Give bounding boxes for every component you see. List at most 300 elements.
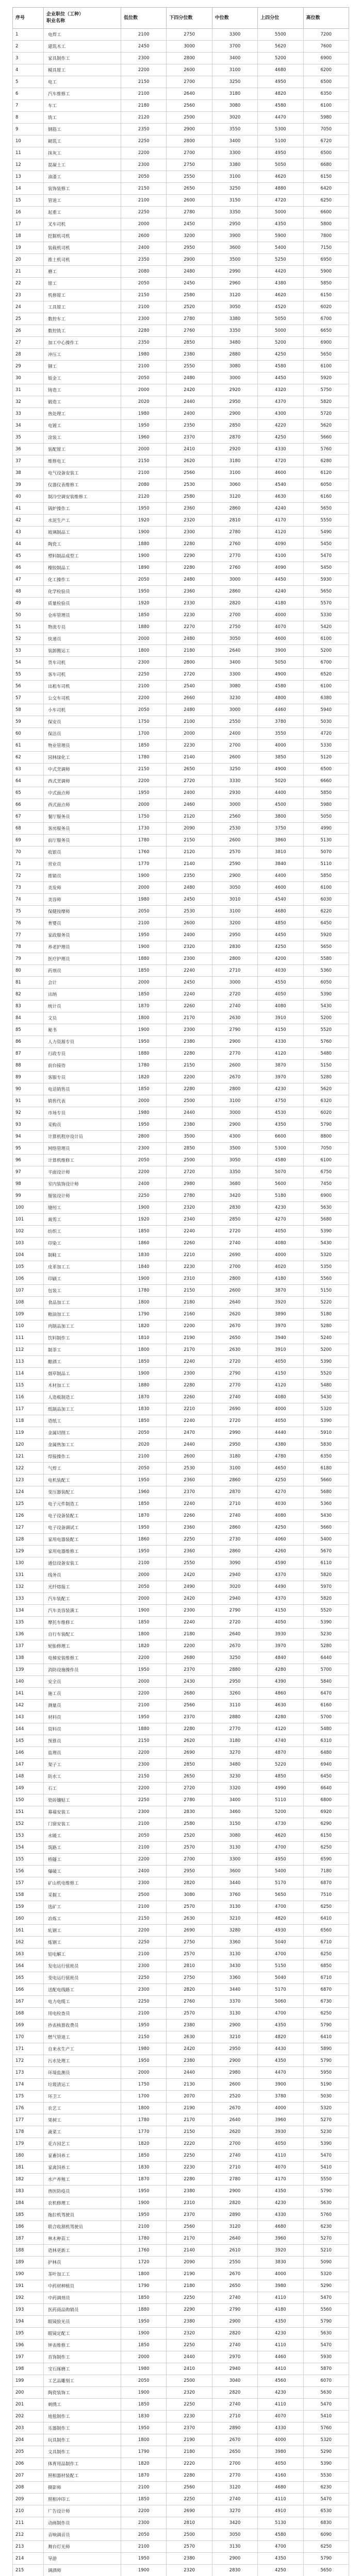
cell-job: 电子设备装配工 xyxy=(44,1510,121,1522)
cell-high: 5700 xyxy=(303,1711,349,1723)
cell-p25: 2500 xyxy=(167,1155,212,1166)
cell-job: 护林员 xyxy=(44,2257,121,2268)
cell-p25: 2750 xyxy=(167,1972,212,1984)
cell-high: 5720 xyxy=(303,408,349,420)
cell-p75: 4930 xyxy=(258,1925,303,1937)
cell-seq: 90 xyxy=(13,1083,44,1095)
cell-job: 冶炼工 xyxy=(44,1913,121,1925)
cell-median: 2790 xyxy=(212,1605,257,1617)
cell-p25: 2230 xyxy=(167,609,212,621)
cell-low: 2200 xyxy=(121,1652,167,1664)
cell-low: 2400 xyxy=(121,1866,167,1877)
cell-median: 2920 xyxy=(212,384,257,396)
cell-job: 广告设计师 xyxy=(44,2505,121,2517)
cell-seq: 22 xyxy=(13,278,44,290)
cell-p75: 4740 xyxy=(258,1735,303,1747)
cell-p75: 5600 xyxy=(258,1178,303,1190)
cell-job: 轮胎修理工 xyxy=(44,1640,121,1652)
cell-job: 室内装饰设计师 xyxy=(44,1178,121,1190)
table-row xyxy=(13,965,349,977)
cell-high: 5320 xyxy=(303,1249,349,1261)
cell-high: 6500 xyxy=(303,76,349,88)
cell-median: 3130 xyxy=(212,2541,257,2553)
cell-p75: 3940 xyxy=(258,1332,303,1344)
cell-median: 2530 xyxy=(212,823,257,835)
table-row xyxy=(13,1818,349,1830)
cell-high: 5270 xyxy=(303,2114,349,2126)
cell-seq: 108 xyxy=(13,1297,44,1309)
cell-p25: 2660 xyxy=(167,692,212,704)
cell-median: 2770 xyxy=(212,1723,257,1735)
cell-p25: 2800 xyxy=(167,657,212,669)
cell-p75: 3980 xyxy=(258,2280,303,2292)
cell-low: 1850 xyxy=(121,1356,167,1368)
cell-p25: 2350 xyxy=(167,870,212,882)
table-row xyxy=(13,301,349,313)
table-row xyxy=(13,2245,349,2257)
cell-job: 客房服务员 xyxy=(44,823,121,835)
cell-seq: 80 xyxy=(13,965,44,977)
cell-p25: 2480 xyxy=(167,266,212,278)
cell-median: 3180 xyxy=(212,88,257,100)
cell-median: 2740 xyxy=(212,2340,257,2351)
table-row xyxy=(13,29,349,41)
cell-median: 3050 xyxy=(212,2529,257,2541)
cell-job: 农机修理工 xyxy=(44,2197,121,2209)
cell-high: 6050 xyxy=(303,479,349,491)
table-row xyxy=(13,2103,349,2114)
cell-p75: 4280 xyxy=(258,1664,303,1676)
cell-seq: 21 xyxy=(13,266,44,278)
cell-seq: 124 xyxy=(13,1486,44,1498)
cell-median: 3360 xyxy=(212,1937,257,1948)
cell-p25: 2750 xyxy=(167,29,212,41)
table-row xyxy=(13,1605,349,1617)
cell-median: 2630 xyxy=(212,1012,257,1024)
cell-p75: 3860 xyxy=(258,835,303,846)
cell-job: 装卸搬运工 xyxy=(44,645,121,657)
cell-median: 2830 xyxy=(212,2565,257,2576)
cell-median: 2700 xyxy=(212,609,257,621)
cell-high: 5470 xyxy=(303,2494,349,2505)
cell-p75: 4250 xyxy=(258,1522,303,1534)
table-row xyxy=(13,384,349,396)
cell-seq: 145 xyxy=(13,1735,44,1747)
cell-low: 1980 xyxy=(121,349,167,361)
cell-seq: 27 xyxy=(13,337,44,349)
cell-seq: 99 xyxy=(13,1190,44,1202)
table-row xyxy=(13,1403,349,1415)
cell-p25: 2380 xyxy=(167,2553,212,2565)
cell-seq: 16 xyxy=(13,207,44,218)
cell-p75: 4330 xyxy=(258,1036,303,1048)
cell-median: 2690 xyxy=(212,1403,257,1415)
cell-job: 肉制品加工工 xyxy=(44,1320,121,1332)
cell-job: 工艺品雕刻工 xyxy=(44,2375,121,2387)
cell-p25: 2170 xyxy=(167,1012,212,1024)
cell-p25: 2680 xyxy=(167,1688,212,1700)
cell-job: 货车司机 xyxy=(44,657,121,669)
cell-high: 6710 xyxy=(303,1972,349,1984)
cell-job: 人造板制造工 xyxy=(44,1392,121,1403)
cell-p25: 2380 xyxy=(167,2055,212,2067)
cell-median: 2720 xyxy=(212,1415,257,1427)
cell-seq: 119 xyxy=(13,1427,44,1439)
table-row xyxy=(13,503,349,515)
cell-median: 2760 xyxy=(212,538,257,550)
cell-p25: 2570 xyxy=(167,2008,212,2020)
cell-job: 化工操作工 xyxy=(44,574,121,586)
table-row xyxy=(13,716,349,728)
cell-job: 保洁员 xyxy=(44,728,121,740)
cell-low: 2280 xyxy=(121,325,167,337)
table-row xyxy=(13,2411,349,2422)
cell-p75: 4950 xyxy=(258,76,303,88)
cell-high: 5400 xyxy=(303,1534,349,1546)
cell-job: 推土机司机 xyxy=(44,254,121,266)
cell-high: 7600 xyxy=(303,41,349,53)
cell-p75: 5150 xyxy=(258,1960,303,1972)
cell-high: 5670 xyxy=(303,1546,349,1557)
cell-median: 3700 xyxy=(212,41,257,53)
cell-p75: 4000 xyxy=(258,2268,303,2280)
cell-seq: 179 xyxy=(13,2138,44,2150)
table-row xyxy=(13,408,349,420)
table-row xyxy=(13,1830,349,1842)
table-row xyxy=(13,1368,349,1380)
cell-low: 1950 xyxy=(121,2553,167,2565)
cell-seq: 152 xyxy=(13,1818,44,1830)
cell-high: 6520 xyxy=(303,669,349,681)
table-row xyxy=(13,894,349,906)
cell-seq: 105 xyxy=(13,1261,44,1273)
cell-median: 2670 xyxy=(212,2268,257,2280)
cell-median: 3400 xyxy=(212,53,257,64)
cell-high: 5910 xyxy=(303,1427,349,1439)
table-row xyxy=(13,645,349,657)
cell-low: 1780 xyxy=(121,2233,167,2245)
cell-seq: 175 xyxy=(13,2091,44,2103)
cell-job: 包装工 xyxy=(44,1285,121,1297)
cell-p75: 4110 xyxy=(258,2150,303,2162)
cell-high: 5470 xyxy=(303,550,349,562)
cell-p25: 2450 xyxy=(167,278,212,290)
cell-low: 2100 xyxy=(121,361,167,372)
cell-job: 药剂员 xyxy=(44,965,121,977)
table-row xyxy=(13,1344,349,1356)
table-row xyxy=(13,491,349,503)
cell-job: 电镀工 xyxy=(44,420,121,432)
table-row xyxy=(13,2209,349,2221)
cell-low: 2450 xyxy=(121,41,167,53)
cell-high: 6410 xyxy=(303,2031,349,2043)
cell-p75: 4580 xyxy=(258,2529,303,2541)
table-row xyxy=(13,2114,349,2126)
table-row xyxy=(13,1759,349,1771)
cell-job: 涂装工 xyxy=(44,432,121,444)
cell-high: 5650 xyxy=(303,941,349,953)
cell-p75: 4540 xyxy=(258,479,303,491)
table-row xyxy=(13,1226,349,1238)
cell-job: 西式面点师 xyxy=(44,799,121,811)
cell-p25: 2380 xyxy=(167,2316,212,2328)
table-row xyxy=(13,467,349,479)
cell-seq: 132 xyxy=(13,1581,44,1593)
cell-job: 物流专员 xyxy=(44,621,121,633)
cell-p75: 4060 xyxy=(258,1534,303,1546)
cell-p75: 4580 xyxy=(258,361,303,372)
cell-median: 2970 xyxy=(212,2351,257,2363)
cell-low: 1980 xyxy=(121,408,167,420)
cell-p25: 2260 xyxy=(167,1238,212,1249)
cell-p25: 2070 xyxy=(167,2091,212,2103)
cell-job: 乐器制作工 xyxy=(44,2422,121,2434)
cell-low: 2250 xyxy=(121,1190,167,1202)
cell-job: 陶瓷工 xyxy=(44,538,121,550)
cell-job: 幕墙安装工 xyxy=(44,1806,121,1818)
cell-p25: 2650 xyxy=(167,183,212,195)
cell-median: 3250 xyxy=(212,1652,257,1664)
salary-table xyxy=(12,7,349,2576)
cell-seq: 150 xyxy=(13,1794,44,1806)
cell-high: 5450 xyxy=(303,562,349,574)
table-row xyxy=(13,2363,349,2375)
cell-p75: 4840 xyxy=(258,1652,303,1664)
cell-p25: 2280 xyxy=(167,1723,212,1735)
cell-high: 5240 xyxy=(303,1332,349,1344)
cell-seq: 212 xyxy=(13,2529,44,2541)
cell-p25: 2600 xyxy=(167,64,212,76)
cell-seq: 184 xyxy=(13,2197,44,2209)
cell-seq: 98 xyxy=(13,1178,44,1190)
cell-job: 客车司机 xyxy=(44,669,121,681)
cell-high: 6830 xyxy=(303,2517,349,2529)
cell-high: 5620 xyxy=(303,420,349,432)
cell-high: 5760 xyxy=(303,444,349,455)
cell-median: 4300 xyxy=(212,1131,257,1143)
cell-low: 2080 xyxy=(121,479,167,491)
cell-p25: 2820 xyxy=(167,1877,212,1889)
cell-seq: 5 xyxy=(13,76,44,88)
cell-job: 炼钢工 xyxy=(44,1937,121,1948)
cell-high: 5850 xyxy=(303,870,349,882)
cell-high: 5580 xyxy=(303,953,349,965)
cell-high: 5280 xyxy=(303,1320,349,1332)
cell-job: 眼镜验光员 xyxy=(44,2316,121,2328)
cell-p75: 4620 xyxy=(258,1830,303,1842)
cell-low: 2000 xyxy=(121,444,167,455)
cell-p25: 2440 xyxy=(167,1107,212,1119)
cell-job: 家政服务员 xyxy=(44,929,121,941)
cell-seq: 133 xyxy=(13,1593,44,1605)
cell-high: 5560 xyxy=(303,1273,349,1285)
cell-job: 首饰制作工 xyxy=(44,2351,121,2363)
cell-p25: 2230 xyxy=(167,1261,212,1273)
cell-p25: 2380 xyxy=(167,1036,212,1048)
cell-p75: 5050 xyxy=(258,657,303,669)
cell-low: 1850 xyxy=(121,2399,167,2411)
cell-p25: 2090 xyxy=(167,823,212,835)
cell-job: 客服专员 xyxy=(44,1072,121,1083)
cell-low: 1900 xyxy=(121,1605,167,1617)
cell-p25: 2630 xyxy=(167,2031,212,2043)
cell-job: 中药调剂员 xyxy=(44,2292,121,2304)
cell-p25: 2200 xyxy=(167,1072,212,1083)
table-row xyxy=(13,372,349,384)
cell-high: 5680 xyxy=(303,1214,349,1226)
cell-high: 5650 xyxy=(303,349,349,361)
cell-p75: 5200 xyxy=(258,337,303,349)
cell-low: 1750 xyxy=(121,2079,167,2091)
table-row xyxy=(13,1285,349,1297)
cell-high: 6250 xyxy=(303,195,349,207)
cell-job: 前台接待 xyxy=(44,1060,121,1072)
table-row xyxy=(13,266,349,278)
cell-high: 5430 xyxy=(303,1510,349,1522)
cell-median: 2670 xyxy=(212,1072,257,1083)
cell-seq: 120 xyxy=(13,1439,44,1451)
cell-job: 轧钢工 xyxy=(44,1925,121,1937)
table-row xyxy=(13,2162,349,2174)
cell-high: 6050 xyxy=(303,977,349,989)
cell-median: 2600 xyxy=(212,1060,257,1072)
cell-low: 2150 xyxy=(121,2031,167,2043)
cell-seq: 109 xyxy=(13,1309,44,1320)
cell-median: 2990 xyxy=(212,266,257,278)
cell-low: 1950 xyxy=(121,2209,167,2221)
cell-high: 5050 xyxy=(303,811,349,823)
table-row xyxy=(13,1640,349,1652)
cell-median: 2800 xyxy=(212,953,257,965)
cell-median: 3050 xyxy=(212,633,257,645)
cell-job: 玻璃制品工 xyxy=(44,527,121,538)
cell-p75: 3910 xyxy=(258,1344,303,1356)
cell-median: 3020 xyxy=(212,1581,257,1593)
cell-seq: 188 xyxy=(13,2245,44,2257)
cell-p75: 4700 xyxy=(258,2541,303,2553)
table-row xyxy=(13,313,349,325)
cell-p75: 5620 xyxy=(258,41,303,53)
cell-median: 3050 xyxy=(212,1155,257,1166)
cell-high: 5790 xyxy=(303,1119,349,1131)
cell-high: 6290 xyxy=(303,1818,349,1830)
cell-p25: 2280 xyxy=(167,1048,212,1060)
table-row xyxy=(13,1166,349,1178)
cell-job: 汽车装配工 xyxy=(44,1593,121,1605)
table-row xyxy=(13,1048,349,1060)
cell-high: 5630 xyxy=(303,2328,349,2340)
cell-low: 1960 xyxy=(121,432,167,444)
cell-seq: 55 xyxy=(13,669,44,681)
cell-high: 5490 xyxy=(303,527,349,538)
cell-low: 2050 xyxy=(121,1427,167,1439)
cell-median: 3180 xyxy=(212,1451,257,1463)
cell-job: 铝电解工 xyxy=(44,1948,121,1960)
cell-seq: 31 xyxy=(13,384,44,396)
cell-p25: 2360 xyxy=(167,1522,212,1534)
cell-low: 1880 xyxy=(121,1380,167,1392)
cell-median: 2820 xyxy=(212,2197,257,2209)
cell-p25: 2470 xyxy=(167,1427,212,1439)
cell-low: 1950 xyxy=(121,503,167,515)
cell-p75: 4080 xyxy=(258,1238,303,1249)
cell-p75: 4220 xyxy=(258,420,303,432)
cell-median: 2640 xyxy=(212,645,257,657)
table-row xyxy=(13,1036,349,1048)
cell-p75: 5200 xyxy=(258,53,303,64)
cell-seq: 73 xyxy=(13,882,44,894)
cell-p75: 4750 xyxy=(258,1095,303,1107)
cell-high: 5760 xyxy=(303,2422,349,2434)
cell-seq: 136 xyxy=(13,1629,44,1640)
table-row xyxy=(13,2328,349,2340)
table-row xyxy=(13,1806,349,1818)
cell-job: 玩具制作工 xyxy=(44,2434,121,2446)
cell-p25: 2720 xyxy=(167,1783,212,1794)
cell-high: 8800 xyxy=(303,1131,349,1143)
cell-high: 5390 xyxy=(303,2138,349,2150)
cell-seq: 118 xyxy=(13,1415,44,1427)
cell-p75: 4030 xyxy=(258,965,303,977)
cell-median: 3180 xyxy=(212,455,257,467)
cell-p75: 5900 xyxy=(258,230,303,242)
cell-p25: 2560 xyxy=(167,2221,212,2233)
cell-median: 2600 xyxy=(212,1285,257,1297)
cell-high: 5650 xyxy=(303,586,349,598)
cell-median: 3400 xyxy=(212,135,257,147)
cell-low: 2050 xyxy=(121,2375,167,2387)
cell-p75: 5250 xyxy=(258,254,303,266)
cell-low: 2050 xyxy=(121,704,167,716)
cell-p25: 2150 xyxy=(167,2126,212,2138)
cell-low: 1780 xyxy=(121,1285,167,1297)
cell-job: 园林绿化工 xyxy=(44,752,121,764)
table-row xyxy=(13,2565,349,2576)
cell-seq: 46 xyxy=(13,562,44,574)
cell-p75: 3850 xyxy=(258,752,303,764)
cell-median: 3600 xyxy=(212,242,257,254)
cell-median: 3250 xyxy=(212,76,257,88)
cell-p75: 4540 xyxy=(258,894,303,906)
cell-low: 1980 xyxy=(121,1107,167,1119)
table-row xyxy=(13,1629,349,1640)
cell-job: 市场专员 xyxy=(44,1107,121,1119)
cell-seq: 17 xyxy=(13,218,44,230)
cell-job: 钟表维修工 xyxy=(44,2340,121,2351)
cell-job: 锅炉操作工 xyxy=(44,503,121,515)
table-row xyxy=(13,88,349,100)
cell-high: 5180 xyxy=(303,1309,349,1320)
cell-high: 5320 xyxy=(303,1403,349,1415)
table-row xyxy=(13,1072,349,1083)
cell-high: 5280 xyxy=(303,1640,349,1652)
cell-p75: 4370 xyxy=(258,1569,303,1581)
cell-high: 5320 xyxy=(303,2103,349,2114)
cell-median: 3440 xyxy=(212,1984,257,1996)
cell-p75: 5130 xyxy=(258,2517,303,2529)
cell-low: 1800 xyxy=(121,1012,167,1024)
cell-p25: 2320 xyxy=(167,515,212,527)
table-row xyxy=(13,2067,349,2079)
cell-high: 6650 xyxy=(303,325,349,337)
cell-high: 5030 xyxy=(303,2091,349,2103)
cell-p75: 4560 xyxy=(258,2375,303,2387)
cell-high: 5120 xyxy=(303,752,349,764)
cell-p25: 2150 xyxy=(167,835,212,846)
cell-p75: 5170 xyxy=(258,1984,303,1996)
cell-p75: 4050 xyxy=(258,1226,303,1238)
cell-job: 车工 xyxy=(44,100,121,112)
